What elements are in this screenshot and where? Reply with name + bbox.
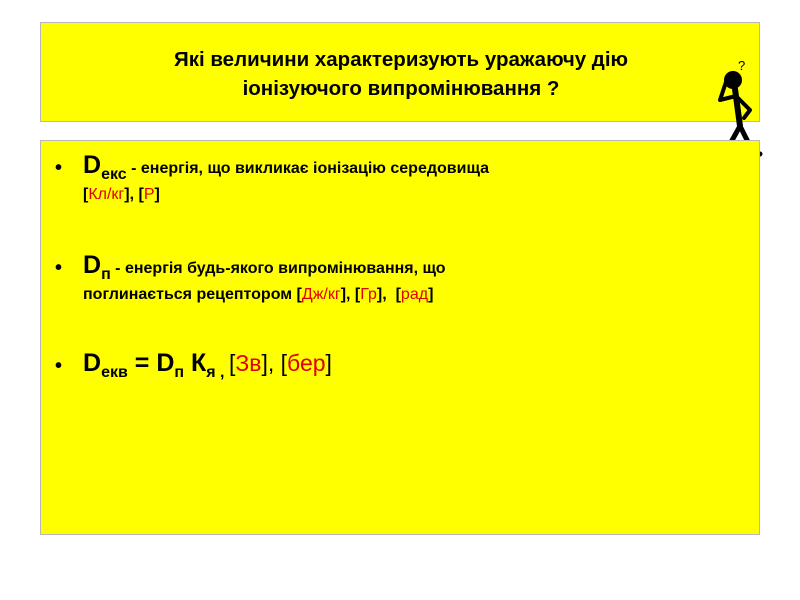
slide-title [41,45,761,103]
bullet: • [55,355,63,377]
absorbed-dose-symbol: D [156,349,175,377]
title-line-1: Які величини характеризують уражаючу дію [173,48,629,71]
weighting-factor-symbol: К [184,349,207,377]
bracket: ] [124,186,130,203]
dose-symbol: D [83,251,102,279]
units-line [83,186,160,204]
units-line [83,286,433,304]
bracket: [ [395,286,401,303]
absorbed-dose-subscript: п [174,364,185,381]
bracket: [ [83,186,89,203]
bullet: • [55,157,63,179]
bracket: ] [261,350,268,376]
unit-label: Гр [360,286,377,303]
separator: , [346,286,355,303]
unit-label: Дж/кг [301,286,341,303]
dose-symbol: D [83,151,102,179]
bracket: ] [428,286,434,303]
dose-subscript: екс [101,166,127,183]
unit-label: бер [287,350,326,376]
units-group [229,350,332,376]
question-mark-glyph: ? [738,58,746,73]
dose-subscript: п [101,266,111,283]
unit-label: Кл/кг [88,186,125,203]
bracket: [ [280,350,288,376]
bracket: [ [228,350,236,376]
bracket: [ [296,286,302,303]
unit-label: Зв [235,350,262,376]
continuation-text: поглинається рецептором [83,286,297,303]
dose-symbol: D [83,349,102,377]
separator: , [267,350,281,376]
bracket: ] [340,286,347,303]
dose-description: - енергія, що викликає іонізацію середовища [126,160,490,177]
dose-subscript: екв [101,364,128,381]
title-line-2: іонізуючого випромінювання ? [242,77,560,100]
bracket: [ [354,286,361,303]
content-panel [40,140,760,535]
separator: , [382,286,396,303]
separator: , [129,186,139,203]
bracket: ] [376,286,383,303]
bullet: • [55,257,63,279]
unit-label: рад [400,286,429,303]
bracket: ] [154,186,160,203]
title-panel [40,22,760,122]
dose-description: - енергія будь-якого випромінювання, що [110,260,446,277]
weighting-factor-subscript: я , [206,364,225,381]
bracket: ] [325,350,332,376]
equals-sign: = [127,349,157,377]
unit-label: Р [143,186,155,203]
bracket: [ [138,186,144,203]
